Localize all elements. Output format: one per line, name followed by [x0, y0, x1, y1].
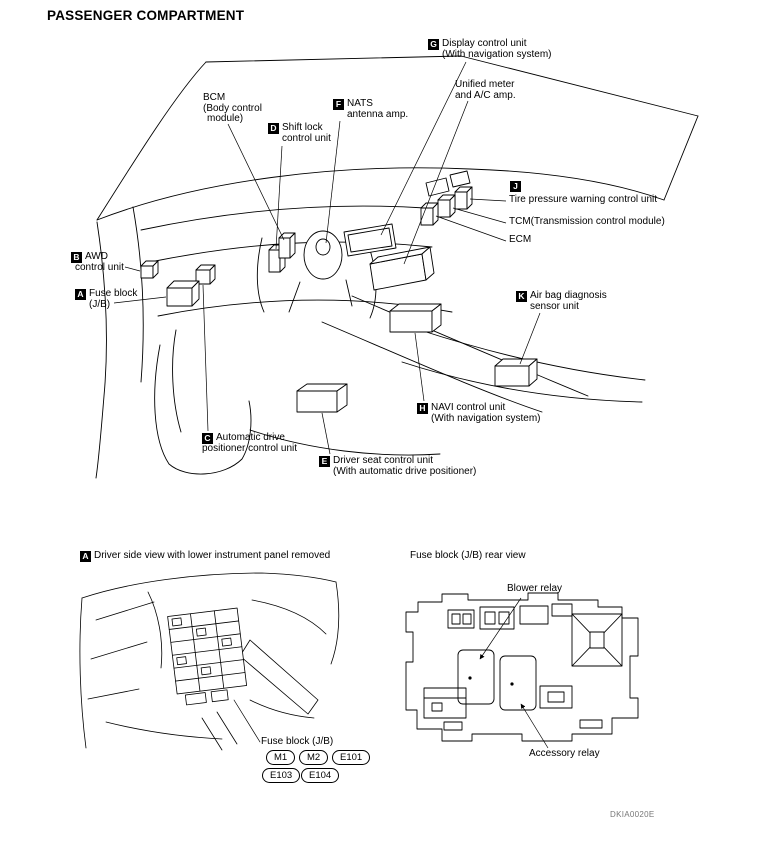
- accessory-relay-label: Accessory relay: [529, 748, 600, 759]
- inset-right-title: Fuse block (J/B) rear view: [410, 550, 526, 561]
- callout-bcm: [203, 93, 262, 125]
- inset-letter-A: A: [80, 551, 91, 562]
- callout-fuse-block: [75, 289, 137, 311]
- callout-air-bag: [516, 291, 607, 313]
- callout-j-group-letter: [510, 181, 524, 193]
- callout-text: module): [207, 113, 244, 124]
- inset-left-illustration: [80, 573, 339, 750]
- callout-letter-C: C: [202, 433, 213, 444]
- callout-text: Unified meter: [455, 79, 515, 90]
- figure-ref-code: DKIA0020E: [610, 810, 655, 819]
- callout-shift-lock: [268, 123, 331, 145]
- callout-navi: [417, 403, 540, 425]
- callout-ecm: ECM: [509, 234, 532, 245]
- callout-tire-pressure: Tire pressure warning control unit: [509, 194, 658, 205]
- callout-subtext: (With navigation system): [431, 413, 541, 424]
- callout-text: AWD: [85, 251, 108, 262]
- connector-badge-m1: M1: [266, 750, 295, 765]
- callout-text: Fuse block: [89, 288, 138, 299]
- callout-tcm: TCM(Transmission control module): [509, 216, 665, 227]
- callout-letter-E: E: [319, 456, 330, 467]
- page-title: PASSENGER COMPARTMENT: [47, 8, 245, 23]
- callout-subtext: control unit: [282, 133, 331, 144]
- inset-title-text: Driver side view with lower instrument panel removed: [94, 550, 331, 561]
- callout-letter-A: A: [75, 289, 86, 300]
- callout-letter-J: J: [510, 181, 521, 192]
- callout-text: Display control unit: [442, 38, 527, 49]
- callout-text: Shift lock: [282, 122, 323, 133]
- callout-text: Automatic drive: [216, 432, 285, 443]
- callout-text: (Body control: [203, 102, 262, 114]
- connector-badge-e103: E103: [262, 768, 300, 783]
- callout-subtext: (With navigation system): [442, 49, 552, 60]
- callout-text: BCM: [203, 92, 226, 103]
- callout-subtext: sensor unit: [530, 301, 579, 312]
- callout-nats-antenna: [333, 99, 408, 121]
- callout-letter-D: D: [268, 123, 279, 134]
- callout-auto-drive-positioner: [202, 433, 297, 455]
- callout-subtext: (With automatic drive positioner): [333, 466, 477, 477]
- callout-display-control-unit: [428, 39, 551, 61]
- blower-relay-label: Blower relay: [507, 583, 563, 594]
- component-boxes: [141, 187, 537, 412]
- connector-badge-e104: E104: [301, 768, 339, 783]
- connector-badge-e101: E101: [332, 750, 370, 765]
- callout-text: and A/C amp.: [455, 89, 516, 101]
- callout-text: Driver seat control unit: [333, 455, 434, 466]
- callout-text: Air bag diagnosis: [530, 290, 607, 301]
- callout-text: NATS: [347, 98, 373, 109]
- inset-right-illustration: [406, 593, 638, 748]
- callout-subtext: antenna amp.: [347, 109, 409, 120]
- connector-badge-m2: M2: [299, 750, 328, 765]
- callout-letter-F: F: [333, 99, 344, 110]
- callout-awd: [71, 252, 124, 274]
- callout-unified-meter: [455, 80, 516, 101]
- callout-driver-seat: [319, 456, 476, 478]
- callout-letter-G: G: [428, 39, 439, 50]
- callout-text: NAVI control unit: [431, 402, 506, 413]
- callout-letter-K: K: [516, 291, 527, 302]
- callout-subtext: positioner control unit: [202, 443, 298, 454]
- inset-left-title: [80, 551, 330, 562]
- callout-subtext: (J/B): [89, 299, 111, 310]
- fuse-block-jb-label: Fuse block (J/B): [261, 736, 334, 747]
- callout-letter-H: H: [417, 403, 428, 414]
- callout-letter-B: B: [71, 252, 82, 263]
- callout-subtext: control unit: [75, 262, 124, 273]
